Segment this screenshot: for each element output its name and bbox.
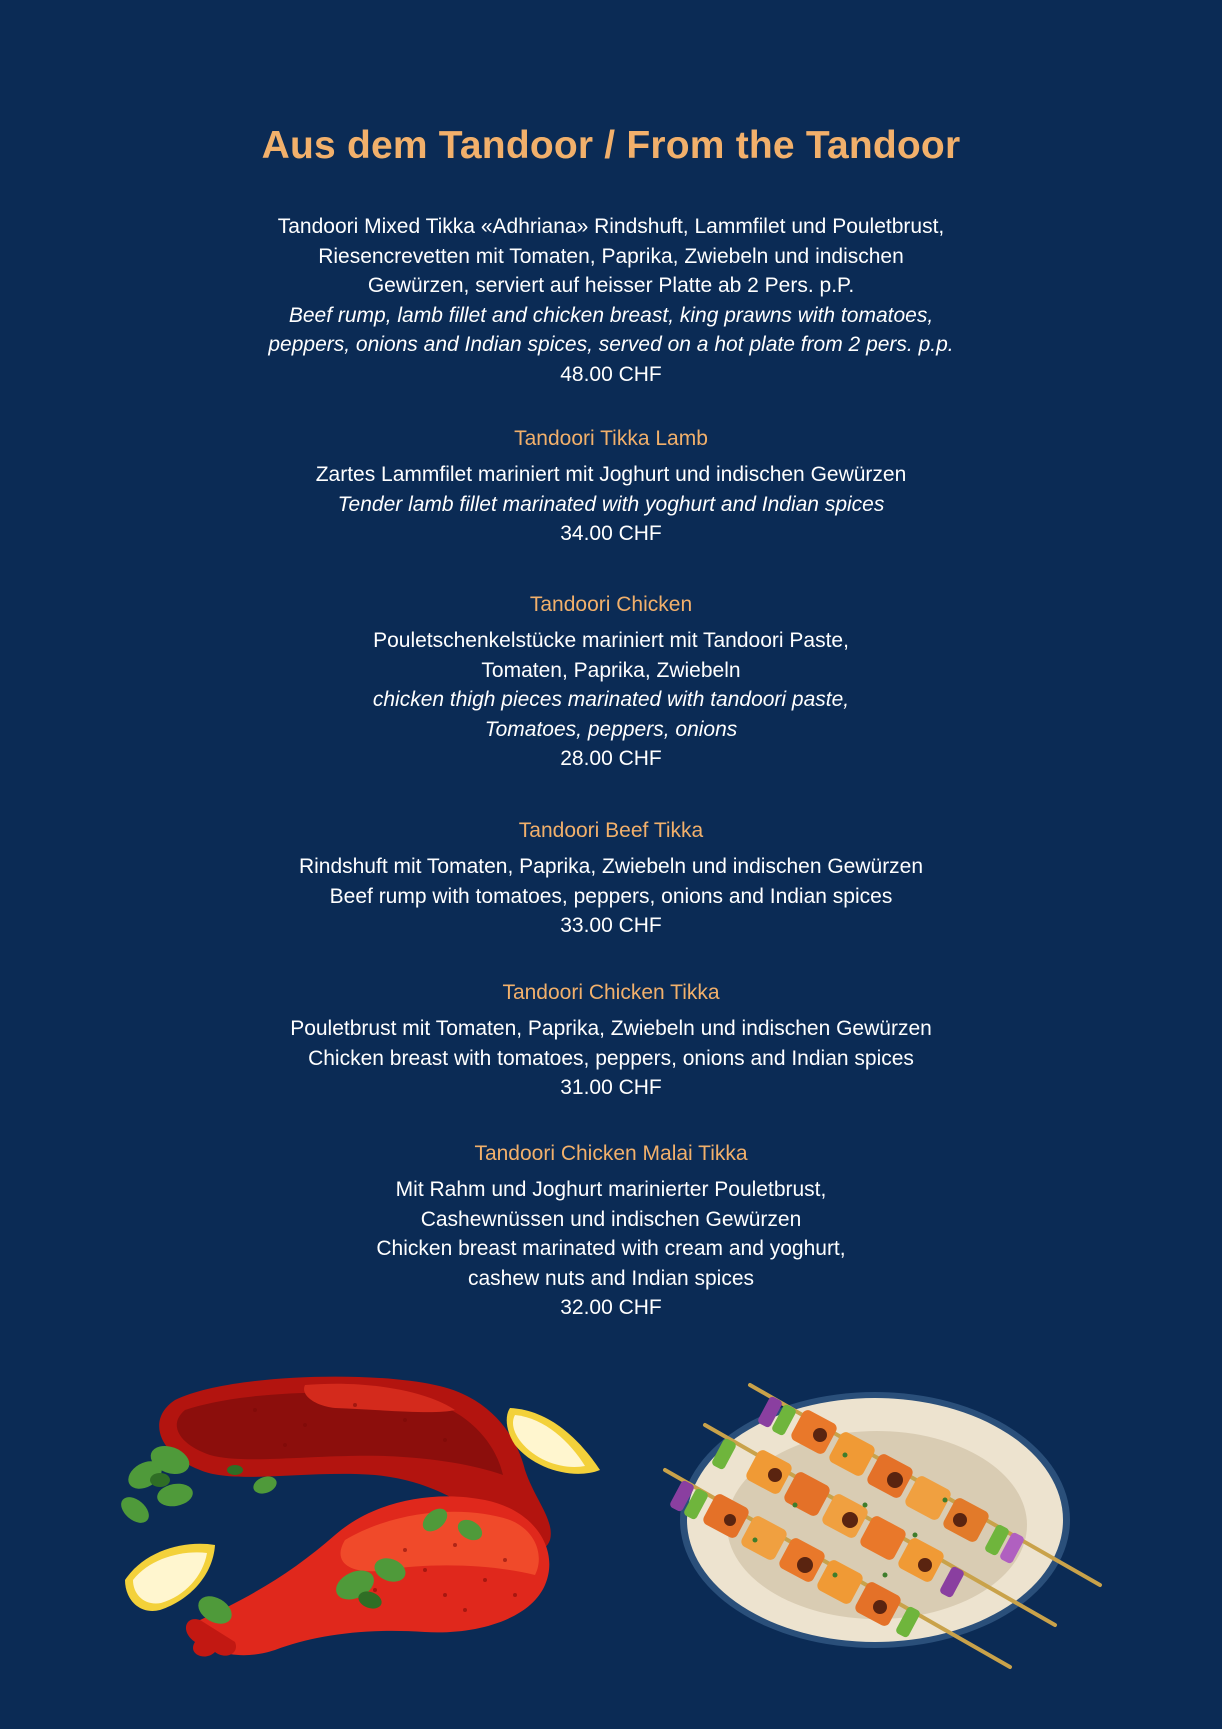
dish-name: Tandoori Tikka Lamb <box>514 427 708 450</box>
dish-description-de: cashew nuts and Indian spices <box>467 1266 754 1290</box>
dish-chicken-malai-tikka <box>0 1139 1222 1323</box>
dish-description-de: Tomaten, Paprika, Zwiebeln <box>481 658 741 682</box>
dish-description-de: Riesencrevetten mit Tomaten, Paprika, Zwiebeln und indischen <box>318 244 904 268</box>
dish-description-en: peppers, onions and Indian spices, served on a hot plate from 2 pers. p.p. <box>268 333 954 356</box>
dish-price: 33.00 CHF <box>560 914 662 937</box>
dish-chicken-tikka <box>0 978 1222 1103</box>
dish-price: 28.00 CHF <box>560 747 662 770</box>
dish-price: 48.00 CHF <box>560 362 662 386</box>
dish-description-de: Beef rump with tomatoes, peppers, onions and Indian spices <box>329 884 893 908</box>
page-title: Aus dem Tandoor / From the Tandoor <box>261 124 961 167</box>
dish-tikka-lamb <box>0 424 1222 549</box>
tandoori-chicken-legs-illustration <box>105 1370 615 1660</box>
dish-description-de: Zartes Lammfilet mariniert mit Joghurt und indischen Gewürzen <box>315 463 907 486</box>
dish-description-de: Chicken breast marinated with cream and yoghurt, <box>376 1237 846 1260</box>
dish-name: Tandoori Beef Tikka <box>518 819 704 842</box>
dish-name: Tandoori Chicken Malai Tikka <box>474 1142 748 1165</box>
dish-description-de: Pouletbrust mit Tomaten, Paprika, Zwiebeln und indischen Gewürzen <box>290 1017 932 1040</box>
dish-description-en: Tender lamb fillet marinated with yoghurt and Indian spices <box>337 492 885 516</box>
dish-description-en: Tomatoes, peppers, onions <box>484 717 738 741</box>
dish-price: 34.00 CHF <box>560 522 662 545</box>
dish-beef-tikka <box>0 816 1222 941</box>
dish-description-en: Beef rump, lamb fillet and chicken breast, king prawns with tomatoes, <box>288 303 934 327</box>
dish-tandoori-chicken <box>0 590 1222 774</box>
tikka-skewers-plate-illustration <box>655 1375 1105 1675</box>
dish-description-en: chicken thigh pieces marinated with tandoori paste, <box>372 688 850 711</box>
dish-description-de: Chicken breast with tomatoes, peppers, onions and Indian spices <box>308 1046 914 1070</box>
dish-description-de: Rindshuft mit Tomaten, Paprika, Zwiebeln und indischen Gewürzen <box>298 855 924 878</box>
dish-price: 31.00 CHF <box>560 1076 662 1099</box>
dish-mixed-tikka <box>0 212 1222 389</box>
dish-description-de: Mit Rahm und Joghurt marinierter Pouletbrust, <box>395 1178 827 1201</box>
dish-description-de: Cashewnüssen und indischen Gewürzen <box>420 1207 802 1231</box>
dish-description-de: Gewürzen, serviert auf heisser Platte ab 2 Pers. p.P. <box>367 274 855 297</box>
dish-description-de: Pouletschenkelstücke mariniert mit Tandoori Paste, <box>373 629 849 652</box>
dish-name: Tandoori Chicken Tikka <box>502 981 720 1004</box>
dish-price: 32.00 CHF <box>560 1296 662 1319</box>
dish-description-de: Tandoori Mixed Tikka «Adhriana» Rindshuft, Lammfilet und Pouletbrust, <box>277 215 945 238</box>
dish-name: Tandoori Chicken <box>529 593 693 616</box>
